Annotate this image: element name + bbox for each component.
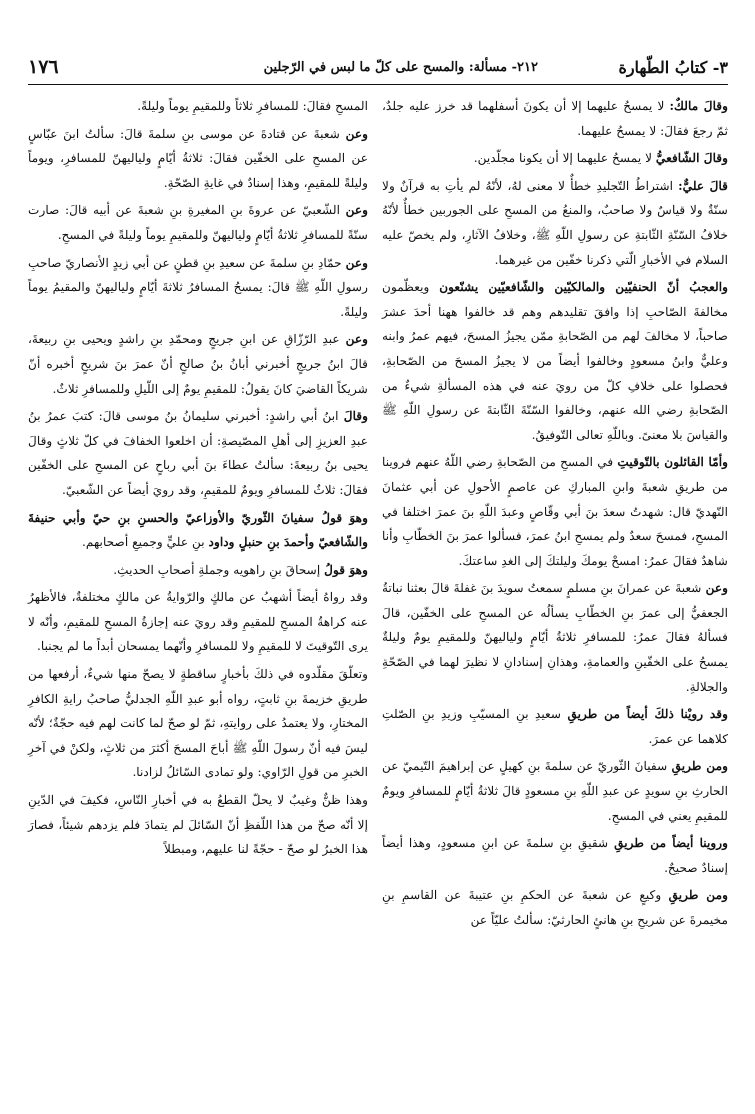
paragraph-lead: وقالَ مالكٌ: xyxy=(669,99,728,113)
paragraph-text: ويعظّمون مخالفةَ الصّاحبِ إذا وافقَ تقليدهم وهم قد خالفوا ههنا أحدَ عشرَ صاحباً، لا مخالفَ لهم من الصّحابةِ ممّن يجيزُ المسحَ، فيهم عمرُ وابنه وعليٌّ وابنُ مسعودٍ وخالفوا أيضاً من لا يجيزُ المسحَ من الصّحابةِ، فحصلوا على خلافِ كلّ من رويَ عنه في هذه المسألةِ شيءٌ من الصّحابةِ رضي الله عنهم، وخالفوا السّنّةَ الثّابتةَ عن رسولِ اللّهِ ﷺ والقياسَ بلا معنىً. وباللّهِ تعالى التّوفيقُ. xyxy=(382,280,728,442)
paragraph-text: لا يمسحُ عليهما إلا أن يكونَ أسفلهما قد خرز عليه جلدٌ، ثمّ رجعَ فقالَ: لا يمسحُ عليهما. xyxy=(382,99,728,138)
paragraph-text: عبدِ الرّزّاقِ عن ابنِ جريجٍ ومحمّدِ بنِ راشدٍ ويحيى بنِ ربيعةَ، قالَ ابنُ جريجٍ أخبرني أبانُ بنُ صالحٍ أنّ عمرَ بنَ شريحٍ أخبره أنّ شريكاً القاضيَ كانَ يقولُ: للمقيمِ يومٌ إلى اللّيلِ وللمسافرِ ثلاثٌ. xyxy=(28,332,368,396)
topic-title: ٢١٢- مسألة: والمسح على كلّ ما لبس في الرّجلين xyxy=(263,60,538,75)
paragraph-text: ابنُ أبي راشدٍ: أخبرني سليمانُ بنُ موسى قالَ: كتبَ عمرُ بنُ عبدِ العزيزِ إلى أهلِ المصّيصةِ: أن اخلعوا الخفافَ في كلّ ثلاثٍ وقالَ يحيى بنُ ربيعةَ: سألتُ عطاءَ بنَ أبي رباحٍ عن المسحِ على الخفّين فقالَ: ثلاثٌ للمسافرِ ويومٌ للمقيمِ، وقد رويَ أيضاً عن الشّعبيّ. xyxy=(28,409,368,497)
paragraph-text: وكيعٍ عن شعبةَ عن الحكمِ بنِ عتيبةَ عن القاسمِ بنِ مخيمرةَ عن شريحِ بنِ هانئٍ الحارثيّ: سألتُ عليّاً عن xyxy=(382,888,728,927)
paragraph-lead: وعن xyxy=(345,255,368,270)
chapter-title: ٣- كتابُ الطّهارة xyxy=(618,58,728,77)
paragraph xyxy=(382,275,728,447)
paragraph xyxy=(382,450,728,573)
running-header xyxy=(28,56,728,82)
paragraph xyxy=(382,754,728,828)
paragraph xyxy=(28,327,368,401)
paragraph-lead: وهوَ قولُ سفيانَ الثّوريّ والأوزاعيّ والحسنِ بنِ حيّ وأبي حنيفةَ والشّافعيّ وأحمدَ بنِ حنبلٍ وداود xyxy=(28,510,368,550)
paragraph xyxy=(382,702,728,751)
header-rule xyxy=(28,84,728,85)
paragraph-text: شعبةَ عن عمرانَ بنِ مسلمٍ سمعتُ سويدَ بنَ غفلةَ قالَ بعثنا نباتةُ الجعفيُّ إلى عمرَ بنِ الخطّابِ يسألُه عن المسحِ على الخفّين، قالَ فسألهُ فقالَ عمرُ: للمسافرِ ثلاثةُ أيّامٍ ولياليهنّ وللمقيمِ يومٌ وليلةٌ يمسحُ على الخفّينِ والعمامةِ، وهذانِ إسنادانِ لا نظيرَ لهما في الصّحّةِ والجلالةِ. xyxy=(382,581,728,694)
paragraph xyxy=(28,94,368,119)
paragraph xyxy=(28,198,368,247)
paragraph-lead: وقد رويْنا ذلكَ أيضاً من طريقِ xyxy=(567,707,728,722)
paragraph-lead: وعن xyxy=(345,203,368,218)
right-text-column xyxy=(382,94,728,936)
paragraph-lead: وأمّا القائلون بالتّوقيتِ xyxy=(617,455,728,470)
paragraph xyxy=(382,146,728,171)
paragraph-text: شعبةَ عن قتادةَ عن موسى بنِ سلمةَ قالَ: سألتُ ابنَ عبّاسٍ عن المسحِ على الخفّين فقالَ: ثلاثةُ أيّامٍ ولياليهنّ للمسافرِ، ويوماً وليلةً للمقيمِ، وهذا إسنادٌ في غايةِ الصّحّةِ. xyxy=(28,126,368,190)
paragraph xyxy=(382,174,728,272)
paragraph-lead: قالَ عليٌّ: xyxy=(678,178,728,193)
paragraph-text: بنِ عليٍّ وجميعِ أصحابهم. xyxy=(81,535,209,550)
paragraph-lead: وقالَ الشّافعيُّ xyxy=(655,151,728,166)
paragraph-text: اشتراطُ التّجليدِ خطأٌ لا معنى لهُ، لأنّهُ لم يأتِ به قرآنٌ ولا سنّةٌ ولا قياسٌ ولا صاحبٌ، والمنعُ من المسحِ على الجوربين خطأٌ لأنّهُ خلافُ السّنّةِ الثّابتةِ عن رسولِ اللّهِ ﷺ، وخلافُ الآثارِ، ولم يخصّ عليه السلام في الأخبارِ الّتي ذكرنا خفّين من غيرهما. xyxy=(382,178,728,267)
paragraph-text: سعيدِ بنِ المسيّبِ وزيدِ بنِ الصّلتِ كلاهما عن عمرَ. xyxy=(382,707,728,746)
paragraph-lead: وقالَ xyxy=(343,409,368,424)
paragraph xyxy=(28,585,368,659)
paragraph-text: وتعلّقَ مقلّدوه في ذلكَ بأخبارٍ ساقطةٍ لا يصحّ منها شيءٌ، أرفعها من طريقِ خزيمةَ بنِ ثابتٍ، رواه أبو عبدِ اللّهِ الجدليُّ صاحبُ رايةِ الكافرِ المختارِ، ولا يعتمدُ على روايتهِ، ثمّ لو صحّ لما كانت لهم فيه حجّةٌ؛ لأنّه ليسَ فيه أنّ رسولَ اللّهِ ﷺ أباحَ المسحَ أكثرَ من ثلاثٍ، ولكنْ في آخرِ الخبرِ من قولِ الرّاوي: ولو تمادى السّائلُ لزادنا. xyxy=(28,667,368,780)
paragraph-lead: ومن طريقِ xyxy=(671,759,728,774)
paragraph-text: إسحاقَ بنِ راهويه وجملةِ أصحابِ الحديثِ. xyxy=(113,562,325,577)
paragraph xyxy=(28,662,368,785)
paragraph xyxy=(28,788,368,862)
left-text-column xyxy=(28,94,368,865)
paragraph xyxy=(382,883,728,932)
paragraph-lead: وعن xyxy=(345,332,368,347)
paragraph-text: حمّادِ بنِ سلمةَ عن سعيدِ بنِ قطنٍ عن أبي زيدٍ الأنصاريّ صاحبِ رسولِ اللّهِ ﷺ قالَ: يمسحُ المسافرُ ثلاثةَ أيّامٍ ولياليهنّ والمقيمُ يوماً وليلةً. xyxy=(28,255,368,319)
paragraph-text: سفيانَ الثّوريّ عن سلمةَ بنِ كهيلٍ عن إبراهيمَ التّيميّ عن الحارثِ بنِ سويدٍ عن عبدِ اللّهِ بنِ مسعودٍ قالَ ثلاثةُ أيّامٍ للمسافرِ ويومٌ للمقيمِ يعني في المسحِ. xyxy=(382,759,728,823)
paragraph xyxy=(382,831,728,880)
paragraph-lead: وعن xyxy=(705,581,728,596)
paragraph xyxy=(28,506,368,555)
paragraph xyxy=(28,251,368,325)
paragraph-text: المسحِ فقالَ: للمسافرِ ثلاثاً وللمقيمِ يوماً وليلةً. xyxy=(137,99,368,113)
paragraph xyxy=(28,404,368,502)
paragraph xyxy=(28,122,368,196)
paragraph-lead: ومن طريقِ xyxy=(668,888,728,903)
paragraph-lead: وهوَ قولُ xyxy=(324,562,368,577)
paragraph-text: وهذا ظنٌّ وغيبٌ لا يحلّ القطعُ به في أخبارِ النّاسِ، فكيفَ في الدّينِ إلا أنّه صحّ من هذا اللّفظِ أنّ السّائلَ لم يتمادَ فلم يزدهم شيئاً، فصارَ هذا الخبرُ لو صحّ - حجّةً لنا عليهم، ومبطلاً xyxy=(28,793,368,857)
paragraph-lead: وعن xyxy=(345,126,368,141)
paragraph xyxy=(382,576,728,699)
paragraph xyxy=(28,558,368,583)
paragraph-text: لا يمسحُ عليهما إلا أن يكونا مجلّدين. xyxy=(473,151,656,166)
paragraph-text: في المسحِ من الصّحابةِ رضي اللّهُ عنهم فروينا من طريقِ شعبةَ وابنِ المباركِ عن عاصمٍ الأحولِ عن أبي عثمانَ النّهديّ قال: شهدتُ سعدَ بنَ أبي وقّاصٍ وعبدَ اللّهِ بنَ عمرَ اختلفا في المسحِ، فمسحَ سعدٌ ولم يمسحِ ابنُ عمرَ، فسألوا عمرَ بنَ الخطّابِ وأنا شاهدٌ فقالَ عمرُ: امسحْ يومكَ وليلتكَ إلى الغدِ ساعتكَ. xyxy=(382,455,728,568)
paragraph-text: الشّعبيّ عن عروةَ بنِ المغيرةِ بنِ شعبةَ عن أبيه قالَ: صارت سنّةً للمسافرِ ثلاثةُ أيّامٍ ولياليهنّ وللمقيمِ يوماً وليلةً في المسحِ. xyxy=(28,203,368,242)
paragraph xyxy=(382,94,728,143)
paragraph-lead: وروينا أيضاً من طريقِ xyxy=(614,836,729,851)
paragraph-lead: والعجبُ أنّ الحنفيّين والمالكيّين والشّافعيّين يشنّعون xyxy=(439,280,728,295)
page-number: ١٧٦ xyxy=(28,56,59,78)
paragraph-text: شقيقِ بنِ سلمةَ عن ابنِ مسعودٍ، وهذا أيضاً إسنادٌ صحيحٌ. xyxy=(382,836,728,875)
paragraph-text: وقد رواهُ أيضاً أشهبُ عن مالكٍ والرّوايةُ عن مالكٍ مختلفةٌ، فالأظهرُ عنه كراهةُ المسحِ للمقيمِ وقد رويَ عنه إجازةُ المسحِ للمقيمِ، وأنّه لا يرى التّوقيتَ لا للمقيمِ ولا للمسافرِ وأنّهما يمسحان أبداً ما لم يجنبا. xyxy=(28,590,368,654)
